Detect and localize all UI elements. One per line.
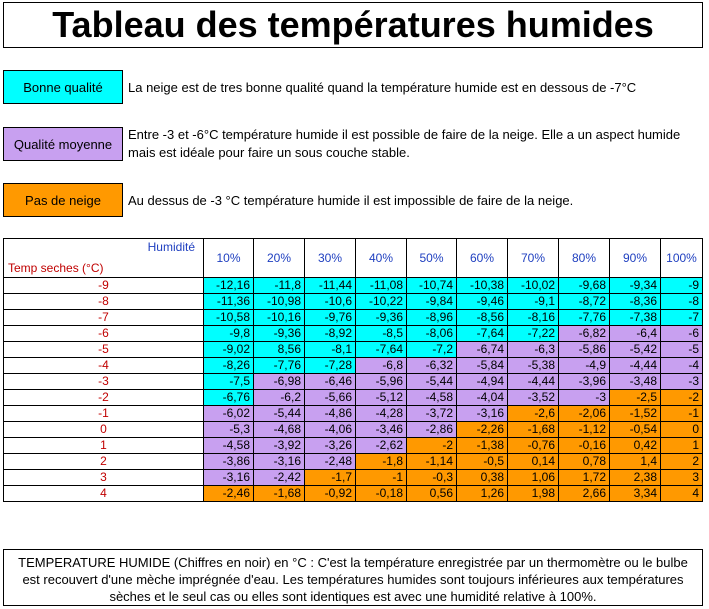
table-cell: 1 [661,438,703,454]
column-header: 100% [661,239,703,278]
table-cell: 0,78 [559,454,610,470]
table-cell: -6,3 [508,342,559,358]
table-cell: -9,46 [457,294,508,310]
table-cell: -10,02 [508,278,559,294]
table-row [4,422,703,438]
table-cell: -11,44 [305,278,356,294]
table-cell: -5,86 [559,342,610,358]
legend-good-quality-text: La neige est de tres bonne qualité quand la température humide est en dessous de -7°C [128,80,637,95]
table-cell: 0 [661,422,703,438]
table-cell: -4,44 [508,374,559,390]
table-cell: -1,12 [559,422,610,438]
table-cell: -1,68 [508,422,559,438]
table-cell: -4,04 [457,390,508,406]
table-cell: -0,18 [356,486,407,502]
table-cell: -1,68 [254,486,305,502]
table-cell: 1,26 [457,486,508,502]
table-cell: -1,52 [610,406,661,422]
column-header: 50% [407,239,457,278]
table-cell: -11,36 [204,294,254,310]
table-cell: -3,52 [508,390,559,406]
table-cell: -8,26 [204,358,254,374]
table-cell: -2,06 [559,406,610,422]
table-cell: -7,64 [356,342,407,358]
table-row [4,438,703,454]
table-cell: -5,44 [407,374,457,390]
table-cell: -4,9 [559,358,610,374]
table-cell: -6,98 [254,374,305,390]
table-cell: -2,26 [457,422,508,438]
table-cell: -6,76 [204,390,254,406]
table-cell: -5,44 [254,406,305,422]
table-cell: 0,42 [610,438,661,454]
row-header: 1 [4,438,204,454]
table-cell: -9,8 [204,326,254,342]
table-cell: -2,62 [356,438,407,454]
row-header: -3 [4,374,204,390]
table-cell: 3,34 [610,486,661,502]
table-cell: -2,5 [610,390,661,406]
table-cell: -7,76 [559,310,610,326]
table-cell: -3,16 [254,454,305,470]
table-cell: -0,76 [508,438,559,454]
table-cell: -3,96 [559,374,610,390]
header-row [4,239,703,278]
table-cell: -6,8 [356,358,407,374]
table-cell: -6,02 [204,406,254,422]
table-cell: -8,16 [508,310,559,326]
table-cell: -5,38 [508,358,559,374]
table-cell: 1,98 [508,486,559,502]
table-cell: -3,26 [305,438,356,454]
table-cell: -11,8 [254,278,305,294]
table-cell: -6,74 [457,342,508,358]
table-cell: 2,66 [559,486,610,502]
table-cell: -4,58 [204,438,254,454]
table-cell: 1,72 [559,470,610,486]
table-cell: 2 [661,454,703,470]
table-cell: -10,22 [356,294,407,310]
table-cell: -7,22 [508,326,559,342]
table-cell: -2 [661,390,703,406]
row-header: 4 [4,486,204,502]
wet-bulb-definition: TEMPERATURE HUMIDE (Chiffres en noir) en °C : C'est la température enregistrée par un thermomètre ou le bulbe est recouvert d'une mèche imprégnée d'eau. Les températures humides sont toujours inférieures aux températures sèches et le seul cas ou elles sont identiques est avec une humidité relative à 100%. [3,549,703,606]
table-cell: -2,42 [254,470,305,486]
legend-no-snow-text: Au dessus de -3 °C température humide il est impossible de faire de la neige. [128,193,574,208]
table-cell: -3,86 [204,454,254,470]
table-row [4,486,703,502]
row-header: -6 [4,326,204,342]
column-header: 20% [254,239,305,278]
table-cell: -7,64 [457,326,508,342]
table-cell: -3,72 [407,406,457,422]
table-cell: 1,4 [610,454,661,470]
table-cell: -8 [661,294,703,310]
column-header: 70% [508,239,559,278]
table-cell: -5,12 [356,390,407,406]
table-cell: -0,92 [305,486,356,502]
page-title: Tableau des températures humides [3,2,703,48]
table-cell: -0,54 [610,422,661,438]
table-cell: -5 [661,342,703,358]
table-cell: -4,06 [305,422,356,438]
table-cell: 0,14 [508,454,559,470]
legend-good-quality: Bonne qualité [3,70,123,104]
table-cell: -4,86 [305,406,356,422]
table-cell: -9,76 [305,310,356,326]
table-cell: -9,36 [254,326,305,342]
row-header: -4 [4,358,204,374]
table-cell: -4,58 [407,390,457,406]
table-cell: -10,58 [204,310,254,326]
table-cell: 0,38 [457,470,508,486]
table-row [4,278,703,294]
table-cell: -8,72 [559,294,610,310]
table-cell: -8,92 [305,326,356,342]
table-cell: -8,36 [610,294,661,310]
table-cell: -8,96 [407,310,457,326]
row-header: -7 [4,310,204,326]
table-cell: -8,1 [305,342,356,358]
table-cell: -1,8 [356,454,407,470]
table-row [4,454,703,470]
table-cell: -0,5 [457,454,508,470]
table-corner [4,239,204,278]
table-cell: -9,02 [204,342,254,358]
row-header: 3 [4,470,204,486]
row-header: -5 [4,342,204,358]
table-cell: -3,16 [457,406,508,422]
table-cell: -3 [661,374,703,390]
table-cell: -9,1 [508,294,559,310]
table-cell: -10,74 [407,278,457,294]
table-cell: -3,46 [356,422,407,438]
humidity-axis-label: Humidité [147,240,195,254]
table-cell: -2,6 [508,406,559,422]
table-cell: 3 [661,470,703,486]
table-cell: -6,82 [559,326,610,342]
row-header: -1 [4,406,204,422]
table-row [4,358,703,374]
table-cell: -8,5 [356,326,407,342]
row-header: -2 [4,390,204,406]
table-cell: -12,16 [204,278,254,294]
table-cell: -3 [559,390,610,406]
table-cell: -3,48 [610,374,661,390]
row-header: -8 [4,294,204,310]
table-cell: -4,28 [356,406,407,422]
table-cell: -5,42 [610,342,661,358]
table-cell: -9,34 [610,278,661,294]
table-cell: -1 [661,406,703,422]
table-cell: -8,56 [457,310,508,326]
table-cell: -4 [661,358,703,374]
table-cell: -5,3 [204,422,254,438]
table-cell: -1,38 [457,438,508,454]
table-row [4,310,703,326]
column-header: 90% [610,239,661,278]
table-cell: -6,32 [407,358,457,374]
table-cell: -2 [407,438,457,454]
table-cell: -10,6 [305,294,356,310]
table-cell: -6,4 [610,326,661,342]
table-cell: -7 [661,310,703,326]
table-cell: 4 [661,486,703,502]
row-header: 2 [4,454,204,470]
column-header: 30% [305,239,356,278]
table-cell: -6,2 [254,390,305,406]
legend-medium-quality-text: Entre -3 et -6°C température humide il est possible de faire de la neige. Elle a un aspect humide mais est idéale pour faire un sous couche stable. [128,127,681,160]
table-cell: -2,86 [407,422,457,438]
legend-no-snow: Pas de neige [3,183,123,217]
table-cell: -5,84 [457,358,508,374]
column-header: 10% [204,239,254,278]
table-cell: -9,84 [407,294,457,310]
dry-temp-axis-label: Temp seches (°C) [8,261,104,275]
table-cell: -7,2 [407,342,457,358]
table-row [4,406,703,422]
table-cell: -4,44 [610,358,661,374]
table-cell: -8,06 [407,326,457,342]
table-cell: -1,7 [305,470,356,486]
column-header: 60% [457,239,508,278]
column-header: 80% [559,239,610,278]
table-cell: -6,46 [305,374,356,390]
row-header: -9 [4,278,204,294]
table-cell: 8,56 [254,342,305,358]
table-cell: -10,98 [254,294,305,310]
table-cell: 2,38 [610,470,661,486]
table-cell: -5,96 [356,374,407,390]
table-cell: 0,56 [407,486,457,502]
table-row [4,326,703,342]
table-cell: -1 [356,470,407,486]
table-cell: -5,66 [305,390,356,406]
table-cell: -3,92 [254,438,305,454]
table-cell: -2,48 [305,454,356,470]
table-cell: -7,5 [204,374,254,390]
table-row [4,294,703,310]
row-header: 0 [4,422,204,438]
table-cell: -0,3 [407,470,457,486]
table-cell: -11,08 [356,278,407,294]
table-row [4,342,703,358]
legend-medium-quality: Qualité moyenne [3,127,123,161]
table-cell: -10,38 [457,278,508,294]
table-cell: -9,68 [559,278,610,294]
column-header: 40% [356,239,407,278]
table-cell: -6 [661,326,703,342]
table-row [4,390,703,406]
table-cell: -4,94 [457,374,508,390]
table-cell: -0,16 [559,438,610,454]
wet-bulb-table [3,238,703,502]
table-cell: -7,28 [305,358,356,374]
table-cell: -2,46 [204,486,254,502]
table-cell: -7,38 [610,310,661,326]
table-cell: -9 [661,278,703,294]
table-cell: -4,68 [254,422,305,438]
table-cell: 1,06 [508,470,559,486]
table-cell: -3,16 [204,470,254,486]
table-row [4,374,703,390]
table-cell: -10,16 [254,310,305,326]
table-cell: -1,14 [407,454,457,470]
table-cell: -7,76 [254,358,305,374]
table-cell: -9,36 [356,310,407,326]
table-row [4,470,703,486]
